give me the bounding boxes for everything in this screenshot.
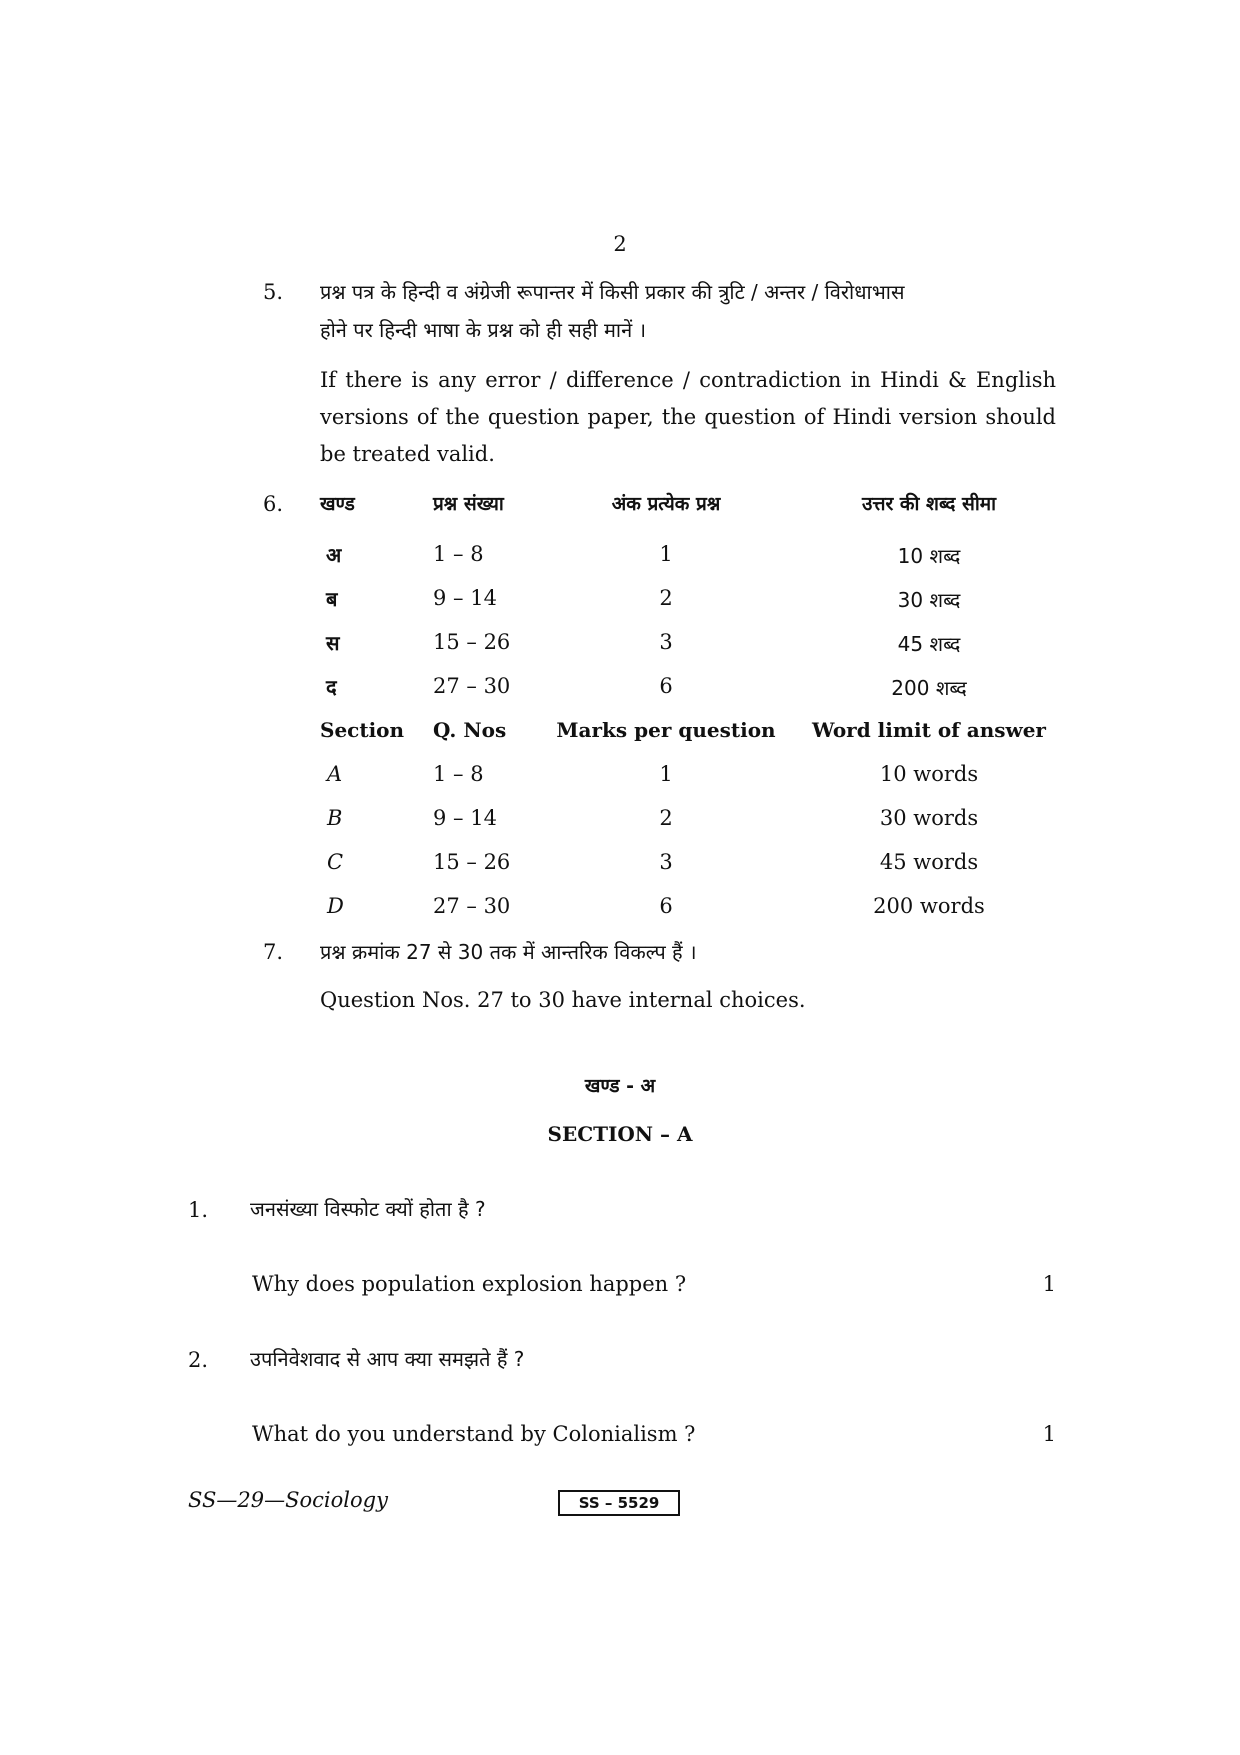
table-cell: अ bbox=[326, 543, 342, 567]
table-cell: 9 – 14 bbox=[433, 806, 497, 830]
table-cell: ब bbox=[326, 587, 338, 611]
table-cell: B bbox=[327, 806, 343, 830]
question-marks: 1 bbox=[1042, 1272, 1056, 1296]
table-cell: 200 शब्द bbox=[891, 676, 967, 700]
table-cell: 2 bbox=[659, 806, 673, 830]
table-cell: 1 bbox=[659, 762, 673, 786]
instruction-hindi-line: प्रश्न पत्र के हिन्दी व अंग्रेजी रूपान्तर में किसी प्रकार की त्रुटि / अन्तर / विरोधाभास bbox=[320, 280, 905, 304]
paper-code-box: SS – 5529 bbox=[558, 1490, 680, 1516]
question-hindi-text: उपनिवेशवाद से आप क्या समझते हैं ? bbox=[250, 1347, 525, 1371]
table-header: अंक प्रत्येक प्रश्न bbox=[611, 493, 721, 515]
table-cell: द bbox=[326, 675, 337, 699]
table-header: Word limit of answer bbox=[812, 718, 1046, 742]
instruction-english-text: If there is any error / difference / contradiction in Hindi & English versions of the question paper, the question of Hindi version should be treated valid. bbox=[320, 368, 1056, 466]
table-cell: 1 – 8 bbox=[433, 762, 484, 786]
table-cell: 45 शब्द bbox=[897, 632, 961, 656]
table-cell: 3 bbox=[659, 850, 673, 874]
table-cell: 27 – 30 bbox=[433, 674, 511, 698]
table-header: Marks per question bbox=[556, 718, 776, 742]
table-cell: 6 bbox=[659, 894, 673, 918]
question-english-text: Why does population explosion happen ? bbox=[252, 1272, 687, 1296]
table-header: Section bbox=[320, 718, 405, 742]
question-hindi-text: जनसंख्या विस्फोट क्यों होता है ? bbox=[250, 1197, 486, 1221]
table-cell: A bbox=[327, 762, 343, 786]
instruction-english-text: Question Nos. 27 to 30 have internal choices. bbox=[320, 988, 806, 1012]
table-cell: 1 – 8 bbox=[433, 542, 484, 566]
table-header: उत्तर की शब्द सीमा bbox=[861, 493, 997, 515]
table-cell: 30 words bbox=[879, 806, 979, 830]
instruction-hindi-line: प्रश्न क्रमांक 27 से 30 तक में आन्तरिक विकल्प हैं । bbox=[320, 940, 697, 964]
instruction-number: 6. bbox=[263, 492, 284, 516]
table-cell: D bbox=[327, 894, 344, 918]
table-cell: स bbox=[326, 631, 340, 655]
table-cell: C bbox=[327, 850, 344, 874]
table-cell: 6 bbox=[659, 674, 673, 698]
table-cell: 15 – 26 bbox=[433, 630, 511, 654]
instruction-number: 7. bbox=[263, 940, 284, 964]
question-number: 1. bbox=[188, 1198, 209, 1222]
table-header: प्रश्न संख्या bbox=[433, 493, 504, 515]
table-header: Q. Nos bbox=[433, 718, 507, 742]
table-cell: 15 – 26 bbox=[433, 850, 511, 874]
page-number: 2 bbox=[613, 232, 627, 256]
table-cell: 1 bbox=[659, 542, 673, 566]
section-heading-english: SECTION – A bbox=[547, 1122, 693, 1146]
footer-subject: SS—29—Sociology bbox=[188, 1488, 388, 1512]
instruction-hindi-line: होने पर हिन्दी भाषा के प्रश्न को ही सही मानें । bbox=[320, 318, 647, 342]
table-cell: 200 words bbox=[873, 894, 985, 918]
question-marks: 1 bbox=[1042, 1422, 1056, 1446]
question-number: 2. bbox=[188, 1348, 209, 1372]
section-heading-hindi: खण्ड - अ bbox=[584, 1075, 656, 1097]
table-cell: 27 – 30 bbox=[433, 894, 511, 918]
table-cell: 3 bbox=[659, 630, 673, 654]
table-cell: 10 words bbox=[879, 762, 979, 786]
table-cell: 10 शब्द bbox=[897, 544, 961, 568]
question-english-text: What do you understand by Colonialism ? bbox=[252, 1422, 696, 1446]
table-cell: 30 शब्द bbox=[897, 588, 961, 612]
table-header: खण्ड bbox=[320, 493, 355, 515]
instruction-number: 5. bbox=[263, 280, 284, 304]
table-cell: 45 words bbox=[879, 850, 979, 874]
table-cell: 9 – 14 bbox=[433, 586, 497, 610]
table-cell: 2 bbox=[659, 586, 673, 610]
